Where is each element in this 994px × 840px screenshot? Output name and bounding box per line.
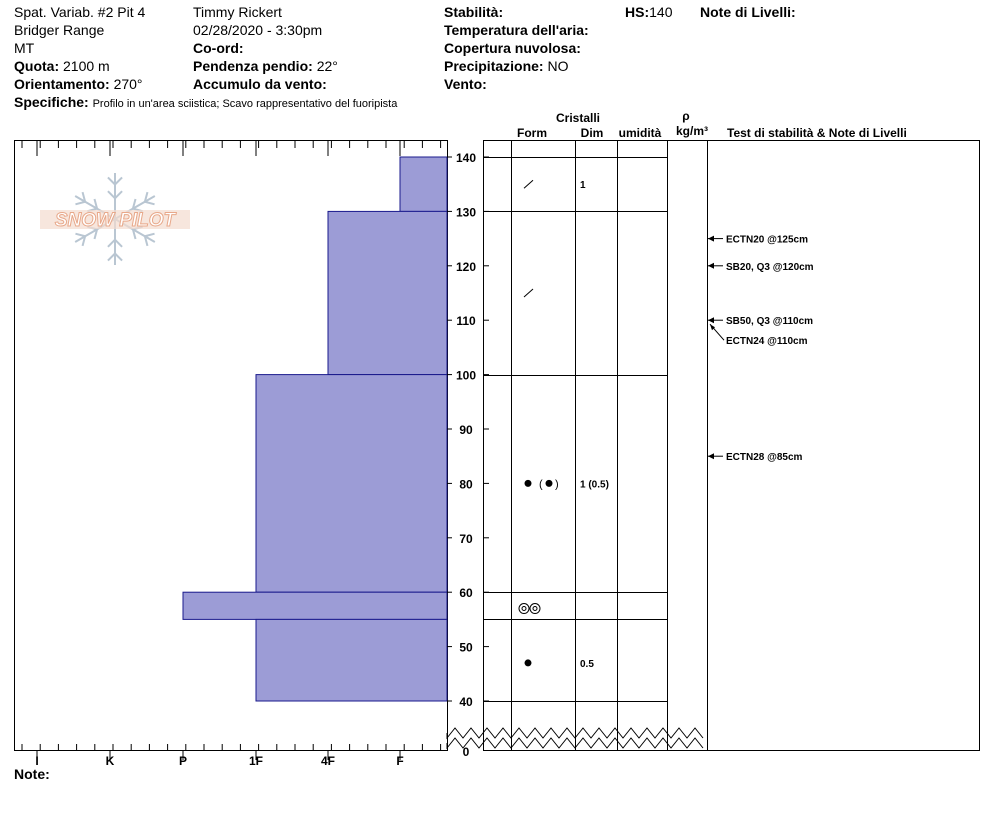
elevation-label: Quota:	[14, 58, 60, 74]
wind-label: Vento:	[444, 76, 487, 92]
hardness-label-1F: 1F	[248, 754, 264, 768]
depth-label-130: 130	[455, 205, 477, 220]
test-label-3: ECTN24 @110cm	[726, 336, 808, 348]
layer-notes-label: Note di Livelli:	[700, 4, 796, 20]
depth-label-120: 120	[455, 259, 477, 274]
location-range: Bridger Range	[14, 22, 105, 38]
air-temp-label: Temperatura dell'aria:	[444, 22, 589, 38]
header-tests: Test di stabilità & Note di Livelli	[727, 126, 907, 140]
rounded-grain-icon	[525, 480, 532, 487]
location-state: MT	[14, 40, 35, 56]
snowflake-branch	[115, 240, 122, 247]
hardness-bar-1	[328, 211, 447, 374]
decomposing-crystal-icon	[524, 180, 533, 188]
hardness-bar-3	[183, 592, 447, 619]
depth-label-60: 60	[459, 586, 473, 601]
decomposing-crystal-icon	[524, 289, 533, 297]
arrow-icon	[708, 317, 714, 323]
hardness-bar-0	[400, 157, 447, 211]
coord-label: Co-ord:	[193, 40, 244, 56]
snowflake-branch	[115, 191, 122, 198]
specifics-label: Specifiche:	[14, 94, 89, 110]
melt-freeze-grain-icon	[530, 604, 540, 614]
crystal-table-frame	[484, 141, 980, 751]
melt-freeze-grain-icon	[519, 604, 529, 614]
wind-loading-label: Accumulo da vento:	[193, 76, 327, 92]
snowflake-branch	[108, 254, 115, 261]
melt-freeze-grain-icon	[522, 607, 526, 611]
secondary-close-paren: )	[555, 478, 559, 491]
depth-label-50: 50	[459, 640, 473, 655]
depth-label-140: 140	[455, 151, 477, 165]
header-cristalli: Cristalli	[555, 111, 601, 125]
aspect-value: 270°	[113, 76, 143, 92]
test-label-2: SB50, Q3 @110cm	[726, 316, 814, 328]
header-umidita: umidità	[618, 126, 662, 140]
crystal-size-2: 1 (0.5)	[580, 479, 609, 491]
snowflake-branch	[145, 234, 155, 237]
crystal-size-4: 0.5	[580, 658, 594, 670]
test-label-4: ECTN28 @85cm	[726, 452, 803, 464]
precip-value: NO	[547, 58, 569, 74]
slope-label: Pendenza pendio:	[193, 58, 313, 74]
snowflake-branch	[115, 254, 122, 261]
logo-text: SNOW PILOT	[54, 210, 176, 231]
header-rho: ρ	[682, 109, 690, 123]
melt-freeze-grain-icon	[533, 607, 537, 611]
depth-label-100: 100	[455, 368, 477, 383]
precip-label: Precipitazione:	[444, 58, 544, 74]
test-label-0: ECTN20 @125cm	[726, 234, 809, 246]
hardness-label-F: F	[396, 754, 404, 768]
header-rho-unit: kg/m³	[675, 124, 709, 138]
depth-label-0: 0	[462, 745, 470, 759]
snowflake-branch	[108, 177, 115, 184]
depth-label-70: 70	[459, 531, 473, 546]
snowflake-branch	[75, 234, 85, 237]
rounded-grain-icon	[525, 659, 532, 666]
arrow-icon	[708, 453, 714, 459]
observation-datetime: 02/28/2020 - 3:30pm	[193, 22, 323, 38]
hs-label: HS:	[625, 4, 650, 20]
elevation-value: 2100 m	[63, 58, 110, 74]
snow-pilot-logo	[40, 173, 190, 265]
header-dim: Dim	[580, 126, 604, 140]
hardness-label-I: I	[35, 754, 39, 768]
secondary-open-paren: (	[539, 478, 543, 491]
snowflake-branch	[115, 177, 122, 184]
depth-label-80: 80	[459, 477, 473, 492]
snowflake-branch	[145, 202, 155, 205]
snowflake-branch	[75, 202, 85, 205]
cloud-cover-label: Copertura nuvolosa:	[444, 40, 581, 56]
snowflake-branch	[108, 191, 115, 198]
hardness-bar-2	[256, 375, 447, 593]
arrow-icon	[708, 236, 714, 242]
test-label-1: SB20, Q3 @120cm	[726, 261, 814, 273]
aspect-label: Orientamento:	[14, 76, 110, 92]
hardness-bar-4	[256, 619, 447, 701]
stability-label: Stabilità:	[444, 4, 504, 20]
depth-label-90: 90	[459, 423, 473, 437]
slope-value: 22°	[316, 58, 338, 74]
depth-label-110: 110	[456, 314, 476, 329]
pit-name: Spat. Variab. #2 Pit 4	[14, 4, 146, 20]
depth-label-40: 40	[459, 695, 473, 709]
hardness-label-4F: 4F	[320, 754, 336, 768]
hardness-label-K: K	[105, 754, 115, 768]
hs-value: 140	[649, 4, 673, 20]
header-form: Form	[517, 126, 547, 140]
specifics-value: Profilo in un'area sciistica; Scavo rappresentativo del fuoripista	[92, 98, 398, 110]
observer-name: Timmy Rickert	[193, 4, 282, 20]
arrow-icon	[708, 263, 714, 269]
rounded-grain-icon	[546, 480, 553, 487]
hardness-label-P: P	[178, 754, 188, 768]
snowflake-branch	[108, 240, 115, 247]
crystal-size-0: 1	[580, 180, 586, 192]
note-label: Note:	[14, 766, 50, 782]
